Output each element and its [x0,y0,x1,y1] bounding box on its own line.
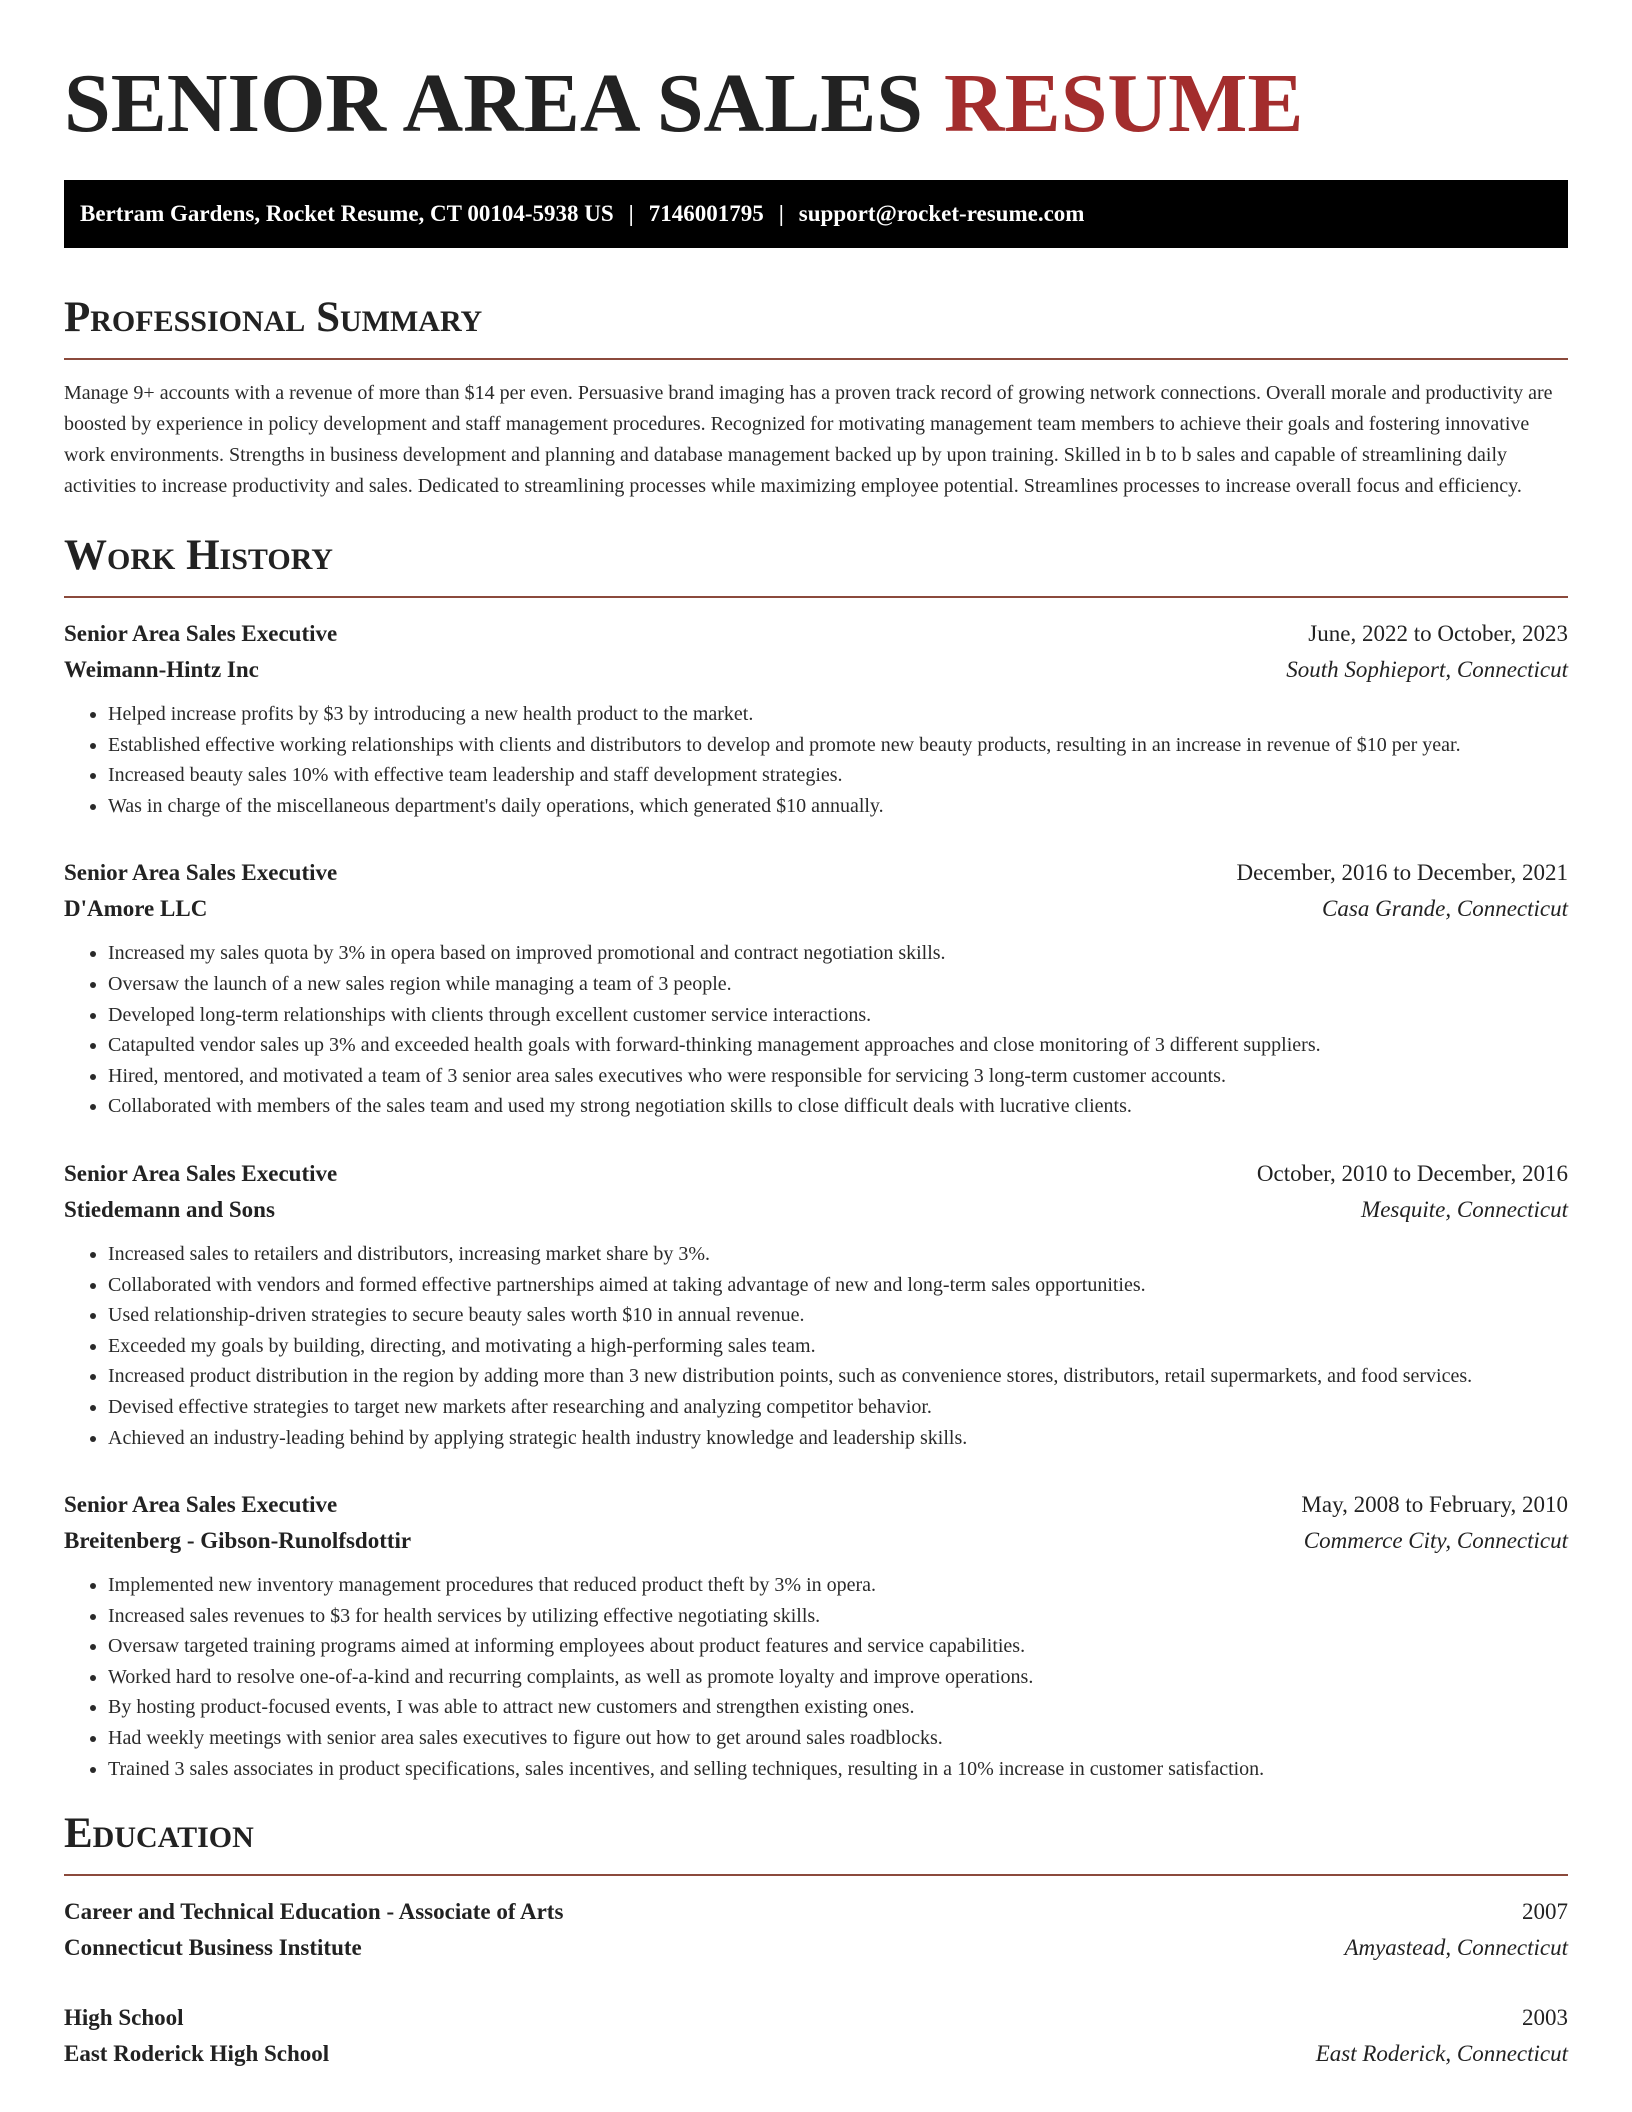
education-entry [64,1894,1568,1966]
jobs-list [64,616,1568,1784]
job-header-row [64,616,1568,652]
education-school-row [64,2036,1568,2072]
education-degree: Career and Technical Education - Associate of Arts [64,1899,564,1925]
job-bullet-item: • Worked hard to resolve one-of-a-kind and recurring complaints, as well as promote loyalty and improve operations. [108,1662,1568,1693]
education-section [64,1808,1568,2072]
job-bullet-item: • Achieved an industry-leading behind by applying strategic health industry knowledge and leadership skills. [108,1423,1568,1454]
education-school: East Roderick High School [64,2041,330,2067]
section-heading: Work History [64,532,333,579]
job-bullet-item: • Collaborated with members of the sales team and used my strong negotiation skills to close difficult deals with lucrative clients. [108,1091,1568,1122]
contact-phone: 7146001795 [648,201,764,226]
job-header-row [64,1156,1568,1192]
education-degree: High School [64,2005,184,2031]
education-school-row [64,1930,1568,1966]
professional-summary-section [64,292,1568,502]
job-dates: October, 2010 to December, 2016 [1256,1160,1568,1186]
job-bullets [64,699,1568,821]
job-bullet-item: • Collaborated with vendors and formed effective partnerships aimed at taking advantage of new and long-term sales opportunities. [108,1270,1568,1301]
job-title: Senior Area Sales Executive [64,860,338,886]
job-bullet-item: • Helped increase profits by $3 by introducing a new health product to the market. [108,699,1568,730]
job-bullet-item: • Was in charge of the miscellaneous department's daily operations, which generated $10 annually. [108,791,1568,822]
section-divider [64,596,1568,598]
job-bullet-item: • Increased product distribution in the region by adding more than 3 new distribution points, such as convenience stores, distributors, retail supermarkets, and food services. [108,1361,1568,1392]
job-title: Senior Area Sales Executive [64,1160,338,1186]
job-bullets [64,1239,1568,1453]
job-bullet-item: • Increased sales to retailers and distributors, increasing market share by 3%. [108,1239,1568,1270]
job-company: Breitenberg - Gibson-Runolfsdottir [64,1528,412,1554]
education-degree-row [64,2000,1568,2036]
job-location: Commerce City, Connecticut [1303,1528,1568,1554]
section-divider [64,1874,1568,1876]
job-entry [64,616,1568,821]
job-entry [64,1156,1568,1453]
job-bullet-item: • Established effective working relationships with clients and distributors to develop and promote new beauty products, resulting in an increase in revenue of $10 per year. [108,730,1568,761]
job-bullet-item: • Hired, mentored, and motivated a team of 3 senior area sales executives who were responsible for servicing 3 long-term customer accounts. [108,1061,1568,1092]
contact-email: support@rocket-resume.com [798,201,1085,226]
contact-separator: | [628,201,634,226]
job-bullet-item: • By hosting product-focused events, I was able to attract new customers and strengthen existing ones. [108,1692,1568,1723]
contact-bar [64,180,1568,248]
summary-text: Manage 9+ accounts with a revenue of more than $14 per even. Persuasive brand imaging has a proven track record of growing network connections. Overall morale and productivity are boosted by experience in policy development and staff management procedures. Recognized for motivating management team members to achieve their goals and fostering innovative work environments. Strengths in business development and planning and database management backed up by upon training. Skilled in b to b sales and capable of streamlining daily activities to increase productivity and sales. Dedicated to streamlining processes while maximizing employee potential. Streamlines processes to increase overall focus and efficiency. [64,382,1553,497]
education-year: 2003 [1522,2005,1568,2031]
job-entry [64,1487,1568,1784]
job-bullet-item: • Catapulted vendor sales up 3% and exceeded health goals with forward-thinking management approaches and close monitoring of 3 different suppliers. [108,1030,1568,1061]
job-title: Senior Area Sales Executive [64,1492,338,1518]
education-degree-row [64,1894,1568,1930]
job-company-row [64,891,1568,927]
job-company: D'Amore LLC [64,896,208,922]
contact-separator: | [778,201,784,226]
contact-address: Bertram Gardens, Rocket Resume, CT 00104-5938 US [80,201,614,226]
job-title: Senior Area Sales Executive [64,621,338,646]
education-school: Connecticut Business Institute [64,1935,362,1961]
education-location: East Roderick, Connecticut [1315,2041,1568,2067]
education-list [64,1894,1568,2072]
job-bullet-item: • Increased sales revenues to $3 for health services by utilizing effective negotiating skills. [108,1601,1568,1632]
job-bullet-item: • Had weekly meetings with senior area sales executives to figure out how to get around sales roadblocks. [108,1723,1568,1754]
job-company: Weimann-Hintz Inc [64,657,259,682]
education-entry [64,2000,1568,2072]
job-bullet-item: • Used relationship-driven strategies to secure beauty sales worth $10 in annual revenue. [108,1300,1568,1331]
section-heading: Professional Summary [64,294,483,341]
job-bullet-item: • Increased my sales quota by 3% in opera based on improved promotional and contract negotiation skills. [108,938,1568,969]
job-bullet-item: • Developed long-term relationships with clients through excellent customer service interactions. [108,1000,1568,1031]
title-accent: RESUME [944,57,1304,150]
job-company: Stiedemann and Sons [64,1196,275,1222]
job-bullet-item: • Oversaw targeted training programs aimed at informing employees about product features and service capabilities. [108,1631,1568,1662]
job-dates: December, 2016 to December, 2021 [1236,860,1568,886]
job-bullet-item: • Oversaw the launch of a new sales region while managing a team of 3 people. [108,969,1568,1000]
job-bullet-item: • Devised effective strategies to target new markets after researching and analyzing competitor behavior. [108,1392,1568,1423]
job-company-row [64,1523,1568,1559]
job-bullet-item: • Implemented new inventory management procedures that reduced product theft by 3% in opera. [108,1570,1568,1601]
job-bullets [64,1570,1568,1784]
title-main: SENIOR AREA SALES [64,57,944,150]
work-history-section [64,530,1568,1784]
education-location: Amyastead, Connecticut [1344,1935,1568,1961]
job-header-row [64,1487,1568,1523]
resume-title [64,56,1568,152]
job-dates: May, 2008 to February, 2010 [1301,1492,1568,1518]
section-divider [64,358,1568,360]
job-bullet-item: • Increased beauty sales 10% with effective team leadership and staff development strategies. [108,760,1568,791]
job-dates: June, 2022 to October, 2023 [1308,621,1568,646]
job-header-row [64,855,1568,891]
job-bullet-item: • Exceeded my goals by building, directing, and motivating a high-performing sales team. [108,1331,1568,1362]
job-company-row [64,1192,1568,1228]
job-entry [64,855,1568,1122]
education-year: 2007 [1522,1899,1568,1925]
job-location: Mesquite, Connecticut [1361,1196,1568,1222]
section-heading: Education [64,1810,254,1858]
job-company-row [64,652,1568,688]
job-bullet-item: • Trained 3 sales associates in product specifications, sales incentives, and selling techniques, resulting in a 10% increase in customer satisfaction. [108,1754,1568,1785]
job-location: Casa Grande, Connecticut [1322,896,1568,922]
job-location: South Sophieport, Connecticut [1286,657,1568,682]
job-bullets [64,938,1568,1122]
